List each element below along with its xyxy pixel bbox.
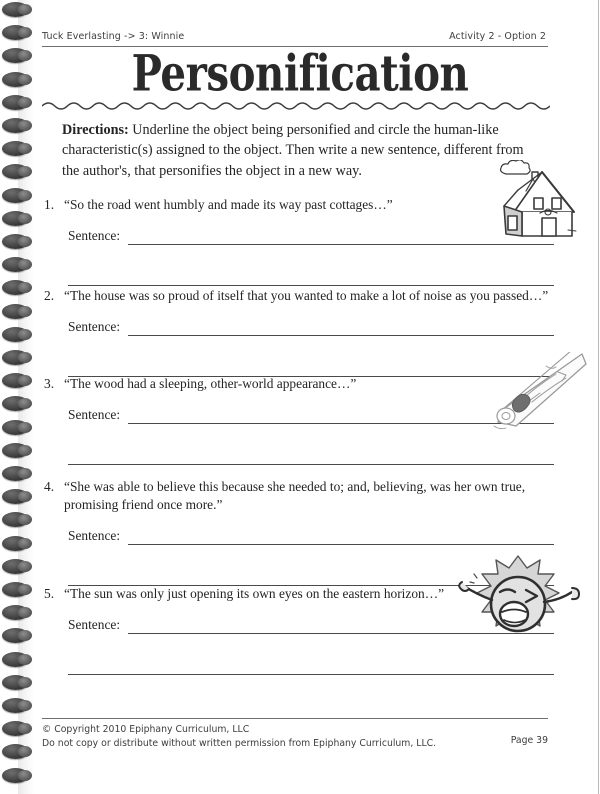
binding-ring: [2, 512, 29, 527]
notice-line: Do not copy or distribute without written permission from Epiphany Curriculum, LLC.: [42, 738, 437, 750]
binding-ring: [2, 489, 29, 504]
item-quote: “The wood had a sleeping, other-world appearance…”: [64, 376, 357, 391]
worksheet-item: [44, 375, 554, 465]
item-prompt: [44, 478, 554, 514]
binding-ring: [2, 675, 29, 690]
directions-label: Directions:: [62, 122, 129, 138]
footer-copyright-block: [42, 723, 436, 752]
item-prompt: [44, 375, 554, 393]
directions-block: [62, 120, 540, 181]
sentence-answer-row: [44, 407, 554, 424]
binding-ring: [2, 327, 29, 342]
binding-ring: [2, 420, 29, 435]
copyright-line: © Copyright 2010 Epiphany Curriculum, LLC: [42, 724, 250, 735]
answer-line-2-wrap: [44, 661, 554, 675]
binding-ring: [2, 536, 29, 551]
footer-divider: [42, 718, 548, 719]
page-title: Personification: [131, 44, 469, 103]
sentence-label: Sentence:: [68, 528, 121, 544]
binding-ring: [2, 744, 29, 759]
binding-ring: [2, 141, 29, 156]
sun-clipart: [456, 552, 588, 656]
binding-ring: [2, 605, 29, 620]
binding-ring: [2, 768, 29, 783]
item-number: 1.: [44, 197, 55, 212]
answer-line-2-wrap: [44, 272, 554, 286]
item-prompt: [44, 196, 554, 214]
binding-ring: [2, 304, 29, 319]
binding-ring: [2, 582, 29, 597]
binding-ring: [2, 25, 29, 40]
log-clipart: [486, 352, 590, 438]
answer-line-2[interactable]: [68, 661, 554, 675]
binding-ring: [2, 350, 29, 365]
sentence-label: Sentence:: [68, 617, 121, 633]
item-quote: “So the road went humbly and made its way past cottages…”: [64, 197, 393, 212]
house-clipart: [496, 160, 582, 242]
binding-ring: [2, 2, 29, 17]
binding-ring: [2, 188, 29, 203]
item-quote: “She was able to believe this because she needed to; and, believing, was her own true, promising friend once more.”: [64, 479, 526, 513]
sentence-answer-row: [44, 319, 554, 336]
sentence-label: Sentence:: [68, 319, 121, 335]
binding-ring: [2, 164, 29, 179]
item-number: 2.: [44, 288, 55, 303]
binding-ring: [2, 652, 29, 667]
sentence-label: Sentence:: [68, 228, 121, 244]
binding-ring: [2, 559, 29, 574]
answer-line-2-wrap: [44, 451, 554, 465]
spiral-binding: [0, 0, 36, 794]
activity-label: Activity 2 - Option 2: [449, 31, 546, 42]
wavy-divider: [42, 100, 550, 112]
sentence-answer-row: [44, 228, 554, 245]
page-number: Page 39: [510, 735, 548, 746]
answer-line-1[interactable]: [128, 231, 554, 245]
worksheet-item: [44, 287, 554, 377]
worksheet-item: [44, 196, 554, 286]
answer-line-2[interactable]: [68, 451, 554, 465]
answer-line-1[interactable]: [128, 531, 554, 545]
binding-ring: [2, 443, 29, 458]
directions-text: Underline the object being personified and circle the human-like characteristic(s) assigned to the object. Then write a new sentence, different from the author's, that personifies the object in a new way.: [62, 122, 524, 179]
binding-ring: [2, 396, 29, 411]
binding-ring: [2, 257, 29, 272]
binding-ring: [2, 234, 29, 249]
item-number: 5.: [44, 586, 55, 601]
answer-line-1[interactable]: [128, 322, 554, 336]
page-header: [42, 31, 546, 42]
binding-ring: [2, 628, 29, 643]
binding-ring: [2, 721, 29, 736]
binding-ring: [2, 211, 29, 226]
item-quote: “The sun was only just opening its own eyes on the eastern horizon…”: [64, 586, 445, 601]
binding-ring: [2, 373, 29, 388]
breadcrumb: Tuck Everlasting -> 3: Winnie: [42, 31, 185, 42]
item-prompt: [44, 287, 554, 305]
item-number: 4.: [44, 479, 55, 494]
binding-ring: [2, 118, 29, 133]
item-number: 3.: [44, 376, 55, 391]
binding-ring: [2, 466, 29, 481]
sentence-answer-row: [44, 528, 554, 545]
answer-line-2[interactable]: [68, 272, 554, 286]
sentence-label: Sentence:: [68, 407, 121, 423]
page-footer: [42, 723, 548, 752]
binding-ring: [2, 698, 29, 713]
item-quote: “The house was so proud of itself that you wanted to make a lot of noise as you passed…”: [64, 288, 549, 303]
binding-ring: [2, 280, 29, 295]
